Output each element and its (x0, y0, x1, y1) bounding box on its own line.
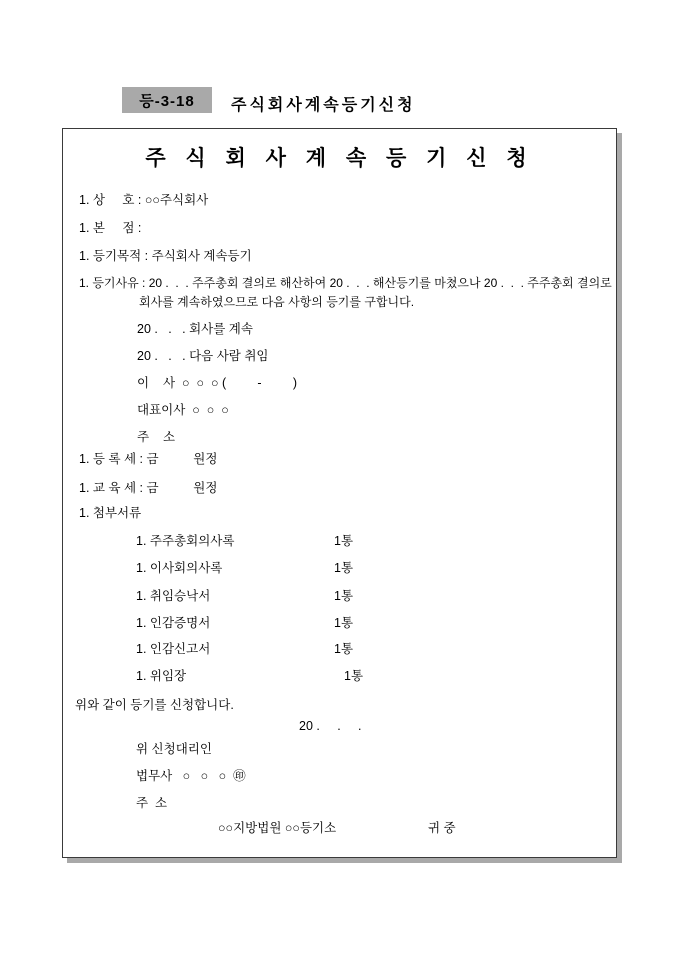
attachment-name: 1. 인감신고서 (136, 642, 211, 656)
field-reason-line1: 1. 등기사유 : 20 . . . 주주총회 결의로 해산하여 20 . . . 해산등기를 마쳤으나 20 . . . 주주총회 결의로 (79, 276, 612, 290)
doc-header-title: 주식회사계속등기신청 (231, 97, 416, 114)
field-address-label: 주 소 (137, 430, 176, 444)
field-ceo: 대표이사 ○ ○ ○ (137, 403, 229, 417)
doc-code-badge: 등-3-18 (122, 87, 212, 113)
attachments-label: 1. 첨부서류 (79, 506, 142, 520)
attachment-qty: 1통 (344, 669, 364, 683)
field-company: 1. 상 호 : ○○주식회사 (79, 193, 209, 207)
agent-name-seal: 법무사 ○ ○ ○ ㊞ (136, 769, 246, 783)
attachment-name: 1. 인감증명서 (136, 616, 211, 630)
attachment-name: 1. 주주총회의사록 (136, 534, 235, 548)
attachment-qty: 1통 (334, 642, 354, 656)
detail-appoint: 20 . . . 다음 사람 취임 (137, 349, 269, 363)
field-director: 이 사 ○ ○ ○ ( - ) (137, 376, 298, 390)
attachment-name: 1. 위임장 (136, 669, 187, 683)
attachment-name: 1. 이사회의사록 (136, 561, 223, 575)
field-purpose: 1. 등기목적 : 주식회사 계속등기 (79, 249, 252, 263)
field-reason-line2: 회사를 계속하였으므로 다음 사항의 등기를 구합니다. (139, 295, 415, 309)
form-title: 주 식 회 사 계 속 등 기 신 청 (145, 147, 534, 170)
date-line: 20 . . . (299, 719, 362, 733)
field-head-office: 1. 본 점 : (79, 221, 142, 235)
agent-label: 위 신청대리인 (136, 742, 212, 756)
attachment-qty: 1통 (334, 534, 354, 548)
agent-address: 주 소 (136, 796, 168, 810)
detail-continue: 20 . . . 회사를 계속 (137, 322, 253, 336)
attachment-name: 1. 취임승낙서 (136, 589, 211, 603)
recipient-label: 귀 중 (428, 821, 456, 835)
field-education-tax: 1. 교 육 세 : 금 원정 (79, 481, 218, 495)
form-sheet (62, 128, 617, 858)
field-registration-tax: 1. 등 록 세 : 금 원정 (79, 452, 218, 466)
attachment-qty: 1통 (334, 561, 354, 575)
closing-statement: 위와 같이 등기를 신청합니다. (75, 698, 234, 712)
court-name: ○○지방법원 ○○등기소 (218, 821, 337, 835)
attachment-qty: 1통 (334, 589, 354, 603)
attachment-qty: 1통 (334, 616, 354, 630)
